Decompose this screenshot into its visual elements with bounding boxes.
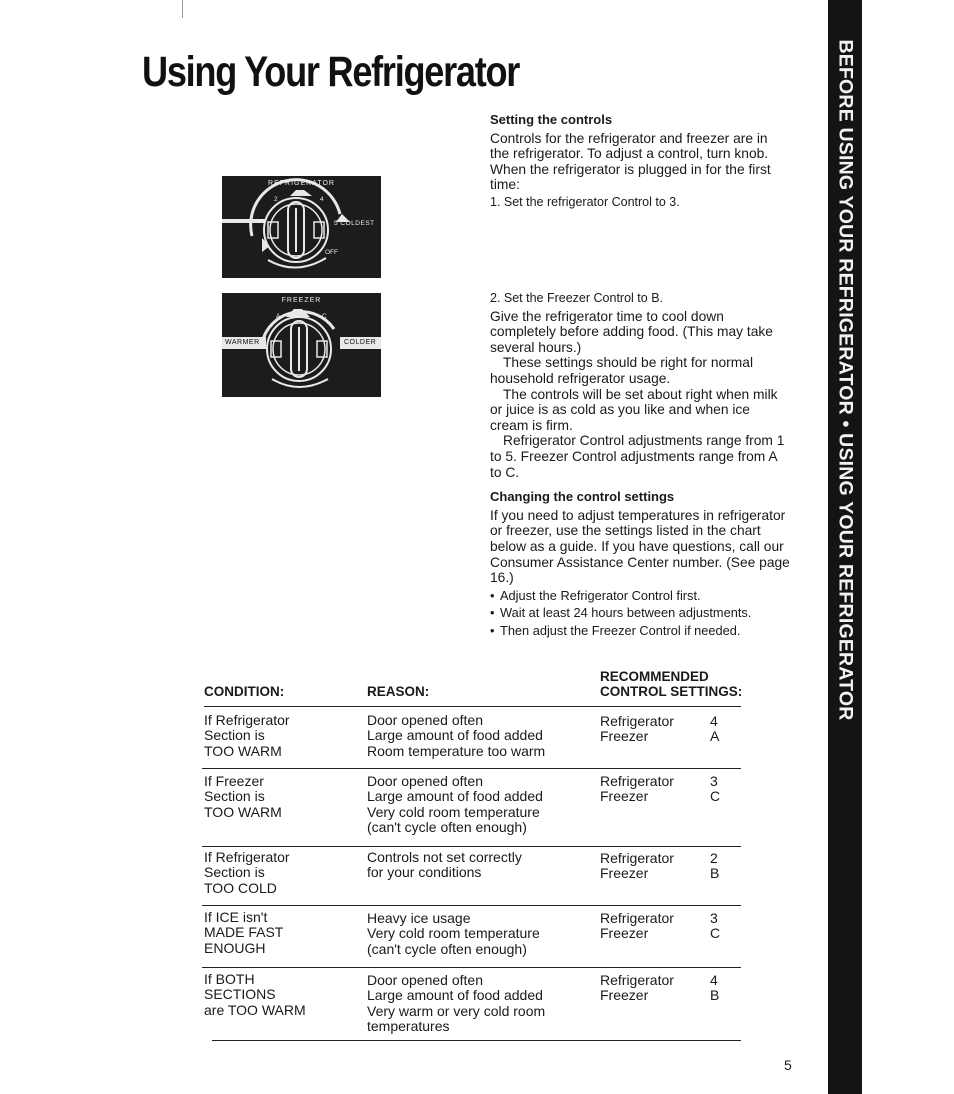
refrigerator-dial-mark-4: 4: [320, 196, 324, 203]
refrigerator-setting-label: Refrigerator: [600, 910, 674, 926]
table-row-4-settings: [600, 911, 722, 942]
reason-line: Door opened often: [367, 972, 483, 988]
reason-line: temperatures: [367, 1018, 450, 1035]
refrigerator-setting-label: Refrigerator: [600, 713, 674, 729]
condition-line: If Freezer: [204, 773, 264, 789]
refrigerator-setting-label: Refrigerator: [600, 972, 674, 988]
reason-line: Controls not set correctly: [367, 849, 522, 865]
refrigerator-dial-label: REFRIGERATOR: [268, 180, 335, 187]
table-row-3-condition: [204, 850, 290, 896]
freezer-dial-colder: COLDER: [344, 339, 377, 346]
reason-line: Large amount of food added: [367, 788, 543, 805]
reason-line: Very cold room temperature: [367, 925, 540, 942]
reason-line: Very warm or very cold room: [367, 1002, 546, 1019]
table-row-2-settings: [600, 774, 722, 805]
table-row-5-condition: [204, 972, 306, 1018]
table-bottom-rule: [212, 1040, 741, 1041]
condition-line: TOO COLD: [204, 879, 277, 896]
condition-line: TOO WARM: [204, 803, 282, 820]
table-row-1-reason: [367, 713, 545, 759]
refrigerator-dial-icon: [222, 176, 381, 278]
condition-line: Section is: [204, 788, 265, 805]
milk-juice-paragraph: The controls will be set about right when milk or juice is as cold as you like and when ice cream is firm.: [490, 386, 778, 433]
setting-controls-block: [490, 112, 790, 211]
freezer-dial-warmer: WARMER: [225, 339, 260, 346]
refrigerator-setting-label: Refrigerator: [600, 850, 674, 866]
page-number: 5: [784, 1057, 792, 1073]
freezer-setting-value: C: [710, 925, 721, 942]
step-1: 1. Set the refrigerator Control to 3.: [490, 194, 680, 209]
refrigerator-dial-off: OFF: [325, 249, 338, 256]
table-row-2-condition: [204, 774, 282, 820]
reason-line: Door opened often: [367, 773, 483, 789]
bullet-item: • Adjust the Refrigerator Control first.: [490, 588, 790, 604]
freezer-setting-label: Freezer: [600, 865, 649, 882]
recommended-header-line-2: CONTROL SETTINGS:: [600, 684, 743, 699]
crop-mark: [182, 0, 183, 18]
range-paragraph: Refrigerator Control adjustments range from 1 to 5. Freezer Control adjustments range from A to C.: [490, 433, 785, 480]
table-divider: [202, 967, 741, 968]
table-divider: [202, 905, 741, 906]
table-row-4-reason: [367, 911, 540, 957]
freezer-setting-value: A: [710, 728, 720, 745]
section-sidebar: [828, 0, 862, 1094]
condition-line: ENOUGH: [204, 939, 266, 956]
normal-usage-paragraph: These settings should be right for normal household refrigerator usage.: [490, 355, 754, 386]
refrigerator-setting-value: 4: [710, 972, 718, 988]
freezer-dial-panel: [222, 293, 381, 397]
freezer-dial-label: FREEZER: [281, 297, 322, 304]
freezer-setting-label: Freezer: [600, 925, 649, 942]
condition-line: Section is: [204, 727, 265, 744]
table-row-3-reason: [367, 850, 522, 881]
freezer-setting-label: Freezer: [600, 788, 649, 805]
condition-line: If Refrigerator: [204, 712, 290, 728]
table-row-1-settings: [600, 714, 722, 745]
freezer-setting-value: C: [710, 788, 721, 805]
setting-controls-intro: Controls for the refrigerator and freezer are in the refrigerator. To adjust a control, turn knob. When the refrigerator is plugged in for the first time:: [490, 130, 771, 193]
bullet-item: • Wait at least 24 hours between adjustments.: [490, 605, 790, 621]
freezer-dial-mark-c: C: [322, 313, 327, 320]
freezer-setting-label: Freezer: [600, 728, 649, 745]
reason-line: Large amount of food added: [367, 987, 543, 1004]
changing-controls-intro: If you need to adjust temperatures in refrigerator or freezer, use the settings listed in the chart below as a guide. If you have questions, call our Consumer Assistance Center number. (See page 16.): [490, 507, 790, 586]
reason-line: Heavy ice usage: [367, 910, 471, 926]
condition-line: Section is: [204, 864, 265, 881]
reason-line: (can't cycle often enough): [367, 819, 527, 836]
freezer-setting-value: B: [710, 865, 720, 882]
changing-controls-heading: Changing the control settings: [490, 489, 675, 505]
refrigerator-dial-mark-2: 2: [274, 196, 278, 203]
table-row-2-reason: [367, 774, 543, 836]
table-divider: [204, 706, 741, 707]
reason-line: Room temperature too warm: [367, 742, 546, 759]
refrigerator-setting-value: 3: [710, 773, 718, 789]
step-2-block: [490, 291, 790, 638]
condition-line: MADE FAST: [204, 924, 284, 941]
reason-line: (can't cycle often enough): [367, 940, 527, 957]
recommended-header: [600, 669, 742, 699]
refrigerator-setting-label: Refrigerator: [600, 773, 674, 789]
condition-header: CONDITION:: [204, 684, 285, 699]
sidebar-text: BEFORE USING YOUR REFRIGERATOR • USING YOUR REFRIGERATOR: [834, 39, 857, 721]
refrigerator-setting-value: 2: [710, 850, 718, 866]
bullet-item: • Then adjust the Freezer Control if needed.: [490, 623, 790, 639]
reason-line: Large amount of food added: [367, 727, 543, 744]
reason-header: REASON:: [367, 684, 430, 699]
table-row-5-reason: [367, 973, 545, 1035]
reason-line: Door opened often: [367, 712, 483, 728]
condition-line: If BOTH: [204, 971, 255, 987]
freezer-setting-label: Freezer: [600, 987, 649, 1004]
freezer-setting-value: B: [710, 987, 720, 1004]
setting-controls-heading: Setting the controls: [490, 112, 613, 127]
condition-line: are TOO WARM: [204, 1001, 306, 1018]
table-divider: [202, 768, 741, 769]
table-row-5-settings: [600, 973, 722, 1004]
table-row-4-condition: [204, 910, 283, 956]
cool-down-paragraph: Give the refrigerator time to cool down completely before adding food. (This may take several hours.): [490, 308, 773, 355]
refrigerator-setting-value: 4: [710, 713, 718, 729]
reason-line: Very cold room temperature: [367, 803, 540, 820]
adjustment-bullets: [490, 588, 790, 639]
reason-line: for your conditions: [367, 864, 482, 881]
table-row-1-condition: [204, 713, 290, 759]
condition-line: TOO WARM: [204, 742, 282, 759]
condition-line: If ICE isn't: [204, 909, 268, 925]
refrigerator-dial-panel: [222, 176, 381, 278]
refrigerator-dial-coldest: 5 COLDEST: [334, 220, 375, 227]
table-divider: [202, 846, 741, 847]
table-row-3-settings: [600, 851, 722, 882]
step-2: 2. Set the Freezer Control to B.: [490, 291, 663, 305]
recommended-header-line-1: RECOMMENDED: [600, 669, 709, 684]
condition-line: SECTIONS: [204, 986, 276, 1003]
condition-line: If Refrigerator: [204, 849, 290, 865]
freezer-dial-mark-a: A: [276, 313, 281, 320]
page-title: Using Your Refrigerator: [142, 48, 520, 96]
refrigerator-setting-value: 3: [710, 910, 718, 926]
